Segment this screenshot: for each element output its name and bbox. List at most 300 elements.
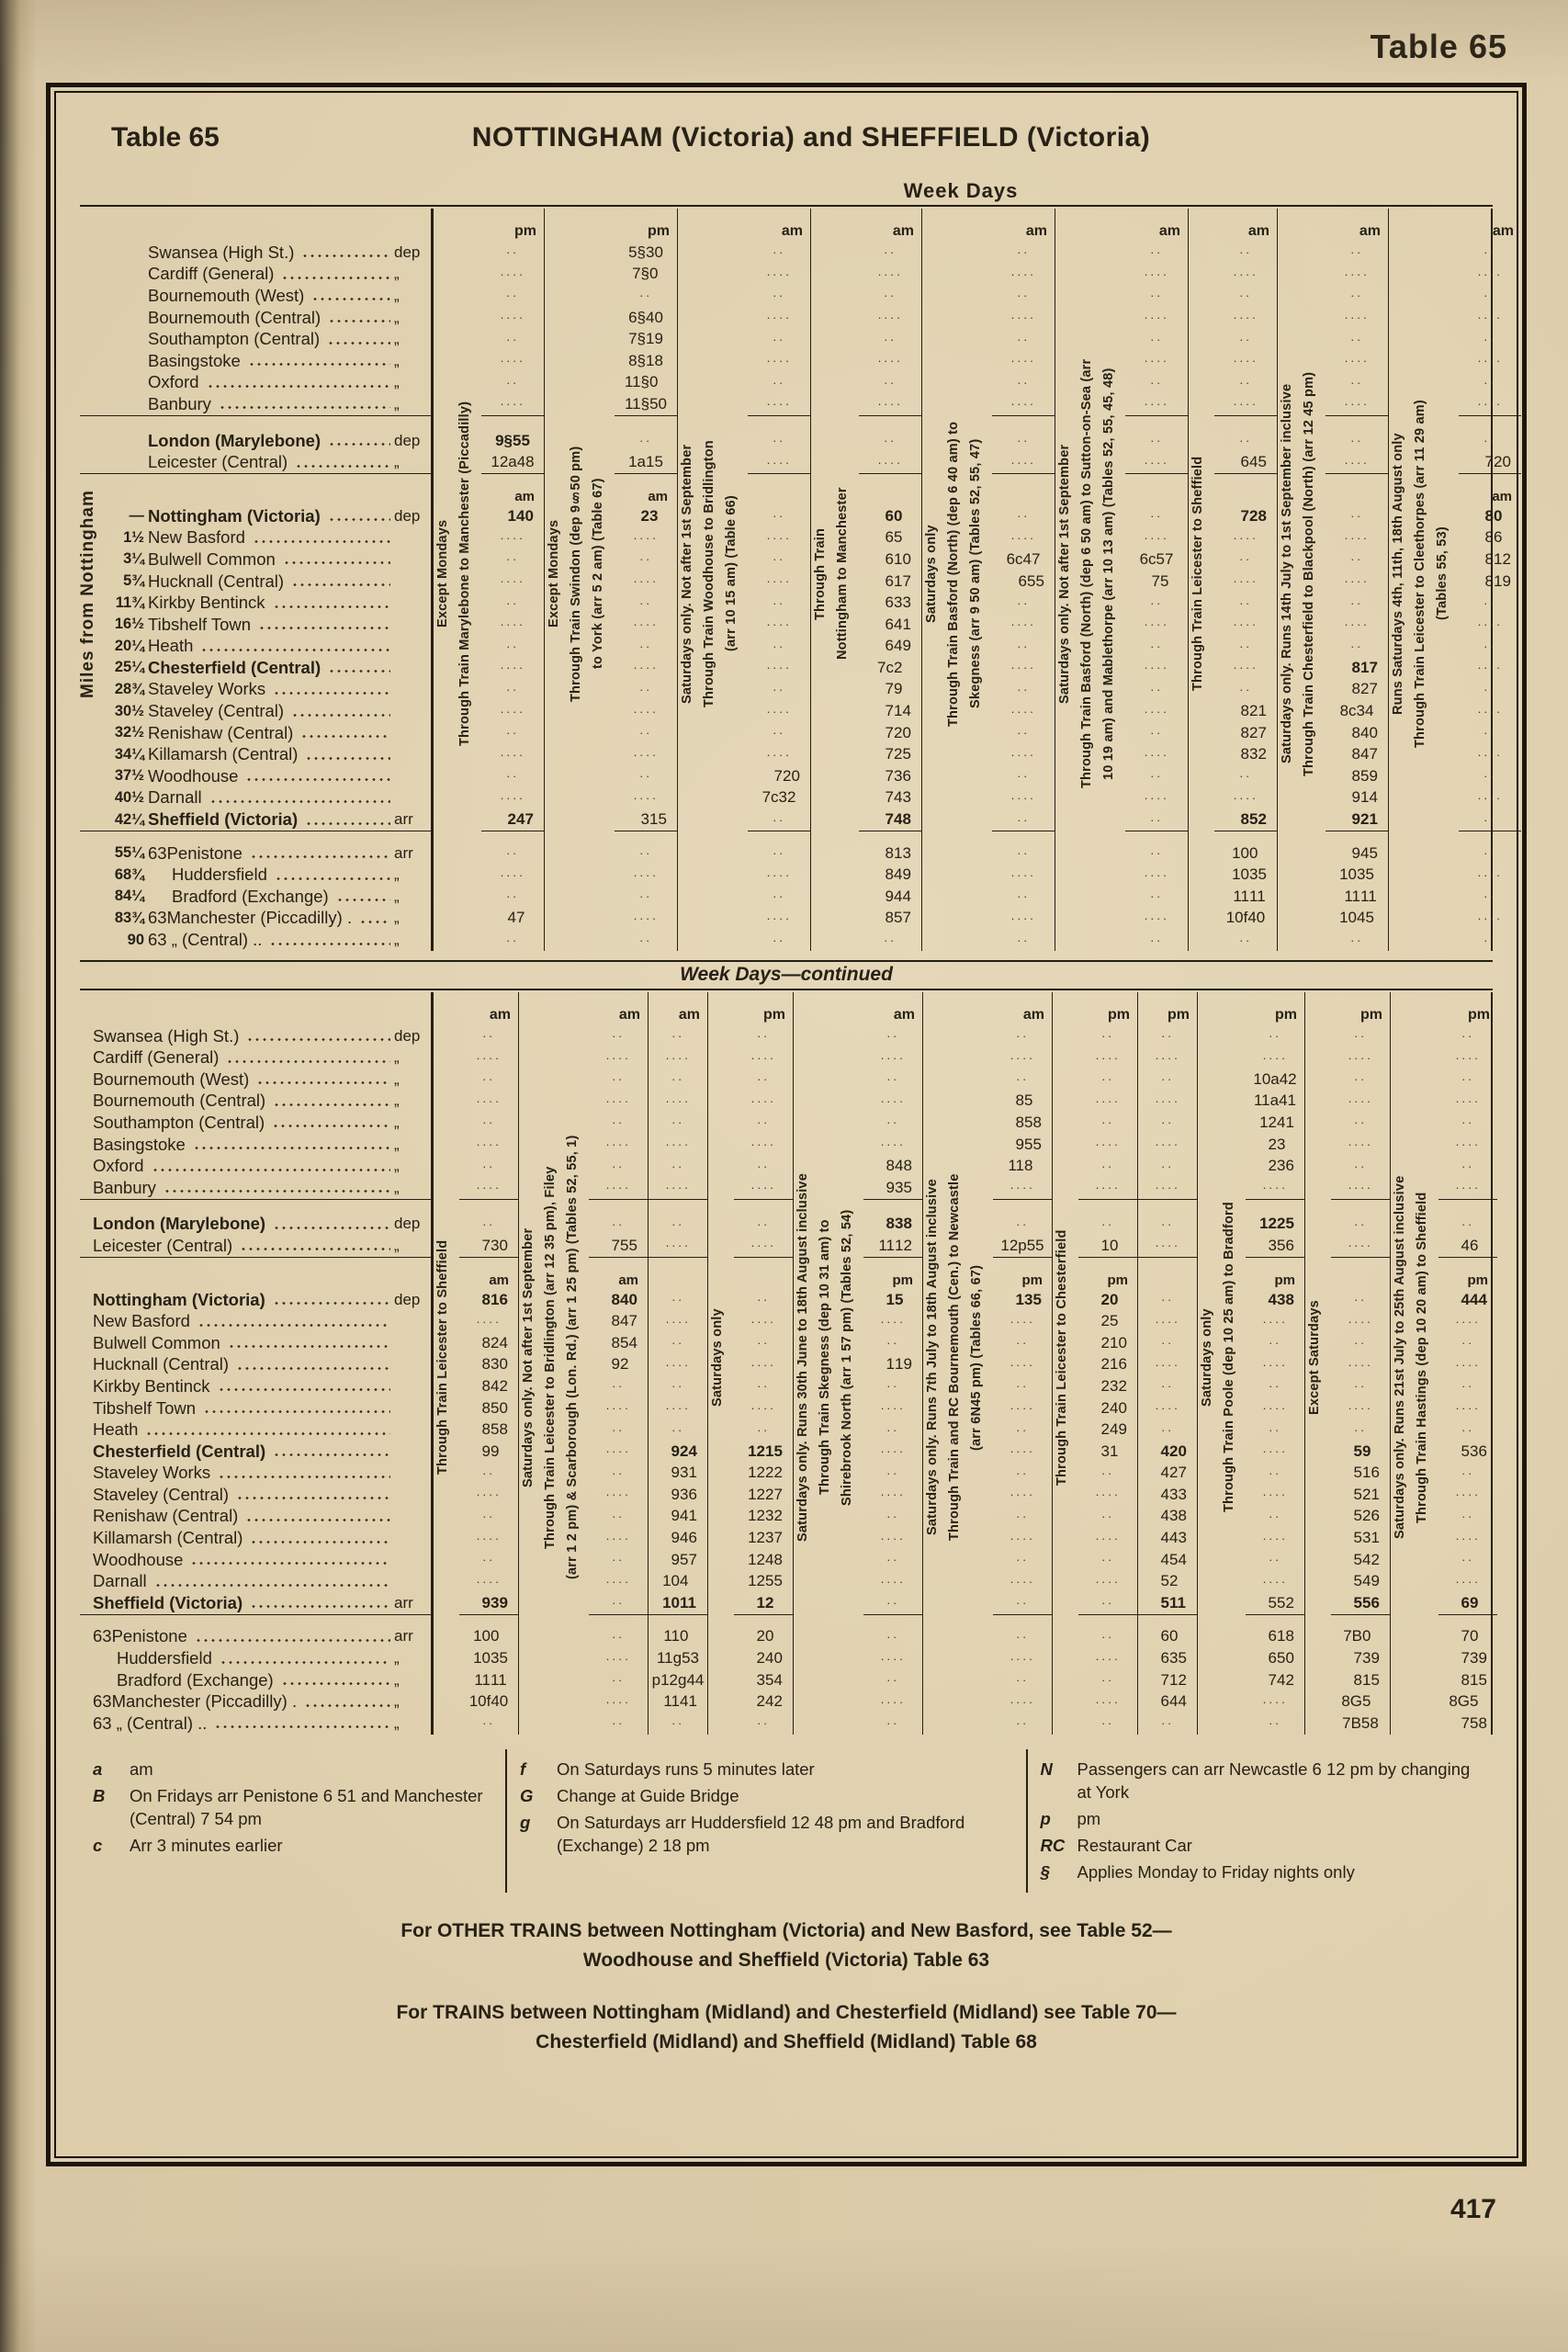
time-cell: ···· (766, 266, 792, 281)
time-cell: ···· (1010, 790, 1036, 805)
train-label-line: Through Train Leicester to Sheffield (435, 1239, 450, 1475)
miles-value: 42¼ (114, 810, 144, 828)
time-cell: ···· (1455, 1050, 1481, 1065)
time-cell: ·· (1017, 812, 1030, 827)
miles-value: 32½ (114, 724, 144, 741)
time-cell: 3 54 (756, 1670, 783, 1689)
footnote-column (1026, 1749, 1494, 1894)
station-name: Huddersfield (117, 1648, 212, 1668)
station-row (80, 657, 431, 679)
dep-arr-label: „ (394, 1178, 400, 1196)
time-cell: 4 7 (507, 909, 525, 927)
time-cell: 5 26 (1353, 1507, 1380, 1525)
time-cell: ·· (1269, 1465, 1281, 1480)
train-label-line: Saturdays only. Runs 30th June to 18th August inclusive (795, 1172, 810, 1542)
time-cell: 9 9 (481, 1442, 500, 1460)
time-cell: 6 49 (885, 637, 911, 655)
time-cell: ···· (750, 1050, 776, 1065)
time-cell: ···· (1344, 574, 1370, 589)
ampm-header: am (1492, 223, 1514, 239)
time-cell: ···· (1095, 1694, 1121, 1709)
station-row (80, 372, 431, 394)
time-cell: ···· (633, 790, 659, 805)
time-cell: ···· (1010, 1531, 1035, 1545)
time-cell: ·· (1354, 1293, 1367, 1307)
footnote-column (80, 1749, 505, 1894)
train-column-group (1304, 992, 1390, 1735)
train-label-line: Shirebrook North (arr 1 57 pm) (Tables 52, 54) (840, 1209, 854, 1506)
time-cell: ···· (1010, 1050, 1035, 1065)
time-cell: ·· (1017, 434, 1030, 448)
time-cell: 12 48 (748, 1550, 783, 1568)
time-cell: ·· (773, 682, 785, 696)
time-cell: 6 5 (885, 528, 903, 547)
time-cell: 11 11 (1344, 887, 1377, 905)
time-cell: ···· (1144, 661, 1169, 675)
time-cell: ···· (1144, 266, 1169, 281)
time-cell: ···· (750, 1314, 776, 1329)
station-name: Leicester (Central) (148, 452, 288, 472)
time-cell: ···· (880, 1401, 906, 1416)
time-cell: ·· (773, 434, 785, 448)
footnote-key: § (1040, 1861, 1050, 1882)
time-cell: 7 25 (885, 745, 911, 763)
time-cell: 8 13 (885, 843, 911, 862)
time-cell: ·· (1483, 769, 1496, 784)
time-cell: 9 14 (1351, 788, 1378, 807)
time-cell: ·· (1461, 1029, 1474, 1044)
train-label-line: Saturdays only. Runs 21st July to 25th August inclusive (1393, 1175, 1407, 1539)
time-cell: ·· (506, 889, 519, 904)
time-cell: ·· (639, 595, 652, 610)
train-column-group (1390, 992, 1497, 1735)
time-cell: ···· (877, 311, 903, 325)
time-cell: ·· (757, 1216, 770, 1231)
miles-value: 28¾ (114, 680, 144, 697)
time-cell: ·· (1101, 1029, 1114, 1044)
time-cell: ···· (1010, 530, 1036, 545)
dep-arr-label: „ (394, 330, 400, 348)
time-cell: ···· (1477, 617, 1503, 632)
station-row (80, 285, 431, 307)
time-cell: ···· (1477, 661, 1503, 675)
time-cell: ···· (605, 1651, 631, 1666)
station-name: 63 „ (Central) .. (93, 1713, 208, 1733)
footnote (1041, 1861, 1481, 1884)
time-cell: 9 45 (1351, 843, 1378, 862)
time-cell: ···· (1095, 1651, 1121, 1666)
time-cell: 8 58 (481, 1420, 508, 1439)
time-cell: 5 52 (1268, 1593, 1294, 1611)
time-cell: ·· (671, 1029, 684, 1044)
time-cell: ·· (671, 1072, 684, 1087)
time-cell: 12 37 (748, 1529, 783, 1547)
footnote (520, 1785, 1013, 1808)
time-cell: 10f40 (468, 1692, 509, 1711)
dep-arr-label: „ (394, 1670, 400, 1689)
train-column-group (793, 992, 922, 1735)
time-cell: ···· (1455, 1137, 1481, 1152)
time-cell: ···· (1010, 1651, 1035, 1666)
dep-arr-label: „ (394, 1113, 400, 1131)
time-cell: ·· (1150, 375, 1163, 390)
station-name: London (Marylebone) (148, 430, 321, 450)
time-cell: ···· (605, 1487, 631, 1502)
time-cell: 7c32 (761, 788, 796, 807)
dot-leader (359, 920, 390, 924)
time-cell: ·· (671, 1379, 684, 1394)
time-cell: ···· (1144, 311, 1169, 325)
time-cell: ···· (633, 910, 659, 925)
time-cell: ·· (1269, 1029, 1281, 1044)
time-cell: ·· (1017, 509, 1030, 524)
ampm-header: pm (1360, 1006, 1382, 1023)
dot-leader (219, 405, 390, 410)
dep-arr-label: arr (394, 843, 413, 862)
miles-value: 68¾ (114, 865, 144, 883)
dot-leader (273, 1102, 390, 1107)
train-label-line: Runs Saturdays 4th, 11th, 18th August only (1391, 433, 1405, 715)
dot-leader (250, 854, 390, 859)
time-cell: 4 54 (1160, 1550, 1187, 1568)
time-cell: ·· (773, 639, 785, 653)
time-cell: 10 35 (1232, 865, 1267, 884)
time-cell: ·· (1101, 1115, 1114, 1130)
time-cell: ···· (1233, 790, 1258, 805)
miles-value: — (129, 507, 144, 525)
time-cell: ·· (1483, 434, 1496, 448)
dot-leader (327, 341, 390, 345)
time-cell: ···· (1344, 266, 1370, 281)
page-number: 417 (1450, 2194, 1496, 2224)
time-cell: ·· (1483, 889, 1496, 904)
cross-reference-note (80, 1917, 1493, 1974)
time-cell: ···· (880, 1444, 906, 1459)
time-cell: ···· (500, 266, 525, 281)
time-cell: p12g44 (651, 1670, 705, 1689)
time-cell: ···· (1144, 790, 1169, 805)
time-cell: ·· (1150, 933, 1163, 947)
miles-value: 16½ (114, 616, 144, 633)
time-cell: 2 3 (640, 506, 659, 525)
time-cell: 2 36 (1268, 1157, 1294, 1175)
time-cell: ·· (1161, 1422, 1174, 1437)
time-cell: ·· (1150, 846, 1163, 861)
dep-arr-label: „ (394, 1713, 400, 1732)
time-cell: ·· (1269, 1716, 1281, 1731)
time-cell: ·· (1350, 595, 1363, 610)
time-cell: ···· (1344, 354, 1370, 368)
ampm-subheader: pm (1078, 1257, 1137, 1289)
time-cell: 5 9 (1353, 1442, 1371, 1460)
station-row (80, 527, 431, 549)
station-row (80, 548, 431, 571)
time-cell: 1 19 (886, 1355, 912, 1374)
train-times-column (481, 209, 544, 951)
time-cell: ···· (1455, 1181, 1481, 1195)
time-cell: ···· (766, 661, 792, 675)
time-cell: ·· (1017, 245, 1030, 260)
time-cell: ·· (612, 1716, 625, 1731)
time-cell: ·· (1150, 595, 1163, 610)
time-cell: 8 6 (1484, 528, 1503, 547)
time-cell: 9 21 (1351, 810, 1378, 829)
time-cell: ·· (506, 245, 519, 260)
time-cell: 8 58 (1015, 1113, 1042, 1131)
time-cell: ·· (1483, 332, 1496, 346)
time-cell: 2 16 (1100, 1355, 1127, 1374)
time-cell: ···· (1344, 455, 1370, 469)
station-row (80, 1669, 431, 1691)
station-name: Bournemouth (West) (93, 1069, 250, 1089)
dep-arr-label: „ (394, 351, 400, 369)
time-cell: 11§50 (624, 394, 667, 413)
dot-leader (291, 713, 390, 718)
time-cell: 12 32 (748, 1507, 783, 1525)
ampm-header: pm (763, 1006, 785, 1023)
time-cell: ·· (639, 889, 652, 904)
station-row (80, 1626, 431, 1648)
time-cell: ···· (1144, 747, 1169, 762)
time-cell: ···· (1344, 311, 1370, 325)
dot-leader (328, 442, 390, 447)
footnote (1041, 1758, 1481, 1804)
time-cell: 8 0 (1484, 506, 1503, 525)
time-cell: 6 9 (1461, 1593, 1479, 1611)
dot-leader (258, 626, 390, 630)
footnote-text: On Saturdays arr Huddersfield 12 48 pm and Bradford (Exchange) 2 18 pm (557, 1812, 965, 1855)
time-cell: ···· (665, 1093, 691, 1108)
time-cell: ·· (886, 1379, 899, 1394)
time-cell: ···· (605, 1181, 631, 1195)
time-cell: ···· (633, 617, 659, 632)
miles-from-nottingham-label: Miles from Nottingham (78, 490, 97, 699)
ampm-subheader: am (615, 473, 677, 505)
time-cell: 9 31 (671, 1464, 697, 1482)
time-cell: ···· (877, 397, 903, 412)
dot-leader (248, 362, 390, 367)
time-cell: ·· (1150, 245, 1163, 260)
train-label-line: Except Mondays (547, 519, 561, 628)
time-cell: ·· (506, 595, 519, 610)
time-cell: ···· (1010, 1694, 1035, 1709)
time-cell: 6§40 (628, 308, 663, 326)
time-cell: 12 25 (1259, 1215, 1294, 1233)
train-label-line: Saturdays only. Runs 14th July to 1st September inclusive (1280, 383, 1294, 764)
time-cell: 7 39 (1353, 1649, 1380, 1668)
time-cell: ·· (1461, 1336, 1474, 1351)
station-row (80, 1484, 431, 1506)
station-name: Sheffield (Victoria) (148, 809, 299, 830)
time-cell: ·· (1161, 1029, 1174, 1044)
dep-arr-label: „ (394, 931, 400, 949)
dot-leader (256, 1080, 390, 1085)
miles-value: 55¼ (114, 844, 144, 862)
station-name: Renishaw (Central) (148, 722, 294, 742)
train-column-group (1137, 992, 1197, 1735)
train-times-column (863, 992, 922, 1735)
time-cell: ·· (1483, 595, 1496, 610)
cross-reference-note (80, 1998, 1493, 2056)
time-cell: 8 40 (1351, 723, 1378, 741)
time-cell: ···· (1262, 1401, 1288, 1416)
station-row (80, 908, 431, 930)
station-name: Tibshelf Town (93, 1397, 197, 1418)
time-cell: ···· (1010, 1401, 1035, 1416)
time-cell: ···· (1010, 747, 1036, 762)
time-cell: ···· (750, 1238, 776, 1253)
ampm-subheader: pm (1246, 1257, 1304, 1289)
station-name: 63 „ (Central) .. (148, 930, 263, 950)
time-cell: ·· (671, 1422, 684, 1437)
dot-leader (311, 297, 390, 301)
time-cell: ·· (612, 1422, 625, 1437)
time-cell: ·· (1461, 1072, 1474, 1087)
time-cell: ···· (1155, 1181, 1180, 1195)
time-cell: 4 33 (1160, 1485, 1187, 1503)
time-cell: 9 24 (671, 1442, 697, 1460)
time-cell: ·· (671, 1115, 684, 1130)
dot-leader (281, 1681, 390, 1686)
time-cell: ···· (1095, 1137, 1121, 1152)
time-cell: ···· (766, 455, 792, 469)
train-label-line: Through Train Poole (dep 10 25 am) to Bradford (1222, 1202, 1236, 1513)
time-cell: 9 55 (1015, 1135, 1042, 1153)
time-cell: ·· (1483, 245, 1496, 260)
time-cell: ···· (1455, 1531, 1481, 1545)
time-cell: ·· (1350, 245, 1363, 260)
footnote (93, 1785, 492, 1831)
time-cell: 8 17 (1351, 658, 1378, 676)
time-cell: 12p55 (1000, 1236, 1044, 1254)
train-label-line: Through Train Leicester to Cleethorpes (arr 11 29 am) (1413, 400, 1427, 748)
dot-leader (154, 1583, 390, 1588)
dot-leader (152, 1168, 390, 1172)
station-name: Chesterfield (Central) (93, 1441, 266, 1461)
time-cell: ···· (1455, 1093, 1481, 1108)
time-cell: 8 50 (481, 1398, 508, 1417)
time-cell: ·· (482, 1029, 495, 1044)
time-cell: 1a15 (628, 453, 663, 471)
time-cell: 10 35 (473, 1649, 508, 1668)
time-cell: 7B 0 (1343, 1627, 1371, 1645)
time-cell: ···· (1348, 1238, 1373, 1253)
time-cell: ···· (1155, 1238, 1180, 1253)
time-cell: ···· (1233, 354, 1258, 368)
train-label-line: Through Train and RC Bournemouth (Cen.) to Newcastle (947, 1173, 962, 1542)
station-name: Southampton (Central) (148, 329, 321, 349)
time-cell: ···· (476, 1093, 502, 1108)
train-column-label (1305, 992, 1331, 1735)
weekdays-bar (80, 177, 1493, 207)
train-column-group (1055, 209, 1188, 951)
station-row (80, 242, 431, 264)
time-cell: ···· (766, 311, 792, 325)
time-cell: 2 40 (1100, 1398, 1127, 1417)
dot-leader (236, 1366, 390, 1371)
ampm-subheader: am (589, 1257, 648, 1289)
time-cell: ···· (1233, 574, 1258, 589)
station-row (80, 451, 431, 473)
station-name: Woodhouse (148, 765, 239, 786)
time-cell: ···· (1348, 1401, 1373, 1416)
time-cell: 9 36 (671, 1485, 697, 1503)
miles-value: 90 (127, 931, 144, 948)
table-number: Table 65 (111, 122, 220, 153)
train-label-line: Except Mondays (435, 519, 450, 628)
time-cell: ·· (1461, 1509, 1474, 1523)
time-cell: ···· (877, 266, 903, 281)
station-name: Bulwell Common (93, 1332, 220, 1352)
footnote-key: a (93, 1758, 103, 1779)
time-cell: 12 27 (748, 1485, 783, 1503)
time-cell: ···· (1477, 397, 1503, 412)
time-cell: 11 41 (663, 1692, 697, 1711)
station-name: Hucknall (Central) (93, 1354, 230, 1374)
time-cell: 8 40 (611, 1290, 637, 1308)
time-cell: ···· (1010, 1574, 1035, 1589)
time-cell: ·· (1017, 639, 1030, 653)
train-column-group (810, 209, 921, 951)
time-cell: ·· (639, 639, 652, 653)
time-cell: ·· (1239, 245, 1252, 260)
time-cell: 8 16 (481, 1290, 508, 1308)
note-line: For TRAINS between Nottingham (Midland) and Chesterfield (Midland) see Table 70— (396, 2002, 1177, 2024)
station-name: Banbury (93, 1177, 156, 1197)
dot-leader (245, 1518, 390, 1522)
station-row (80, 1214, 431, 1236)
ampm-header: am (489, 1006, 511, 1023)
time-cell: 8 38 (886, 1215, 912, 1233)
time-cell: ·· (506, 933, 519, 947)
dep-arr-label: arr (394, 1593, 413, 1611)
dot-leader (253, 539, 390, 544)
time-cell: ···· (1344, 530, 1370, 545)
train-times-column (1214, 209, 1277, 951)
dot-leader (305, 821, 390, 826)
miles-value: 34¼ (114, 745, 144, 763)
station-row (80, 1069, 431, 1091)
train-label-line: Through Train Swindon (dep 9§50 pm) (569, 446, 583, 702)
time-cell: 7 0 (1461, 1627, 1479, 1645)
station-name: Staveley Works (93, 1463, 211, 1483)
train-label-line: Except Saturdays (1307, 1299, 1322, 1415)
station-name: Nottingham (Victoria) (148, 505, 321, 526)
footnote-key: RC (1040, 1835, 1066, 1855)
ampm-subheader (1214, 473, 1277, 505)
time-cell: ···· (750, 1137, 776, 1152)
footnote-text: Applies Monday to Friday nights only (1077, 1861, 1355, 1882)
time-cell: ·· (1461, 1159, 1474, 1173)
train-label-line: Through Train Marylebone to Manchester (Piccadilly) (457, 401, 472, 747)
station-row (80, 1046, 431, 1069)
train-column-label (1278, 209, 1325, 951)
time-cell: 7B58 (1342, 1713, 1379, 1732)
time-cell: 5 21 (1353, 1485, 1380, 1503)
time-cell: 6 0 (885, 506, 903, 525)
train-column-label (708, 992, 734, 1735)
train-label-line: (Tables 55, 53) (1435, 526, 1450, 621)
time-cell: ·· (1016, 1596, 1029, 1611)
station-row (80, 1134, 431, 1156)
time-cell: 8 5 (1015, 1091, 1033, 1110)
time-columns-area (433, 992, 1497, 1735)
time-cell: 1045 (1339, 909, 1374, 927)
time-cell: ·· (1161, 1072, 1174, 1087)
time-cell: ···· (605, 1093, 631, 1108)
dot-leader (209, 799, 390, 804)
miles-value: 84¼ (114, 888, 144, 905)
